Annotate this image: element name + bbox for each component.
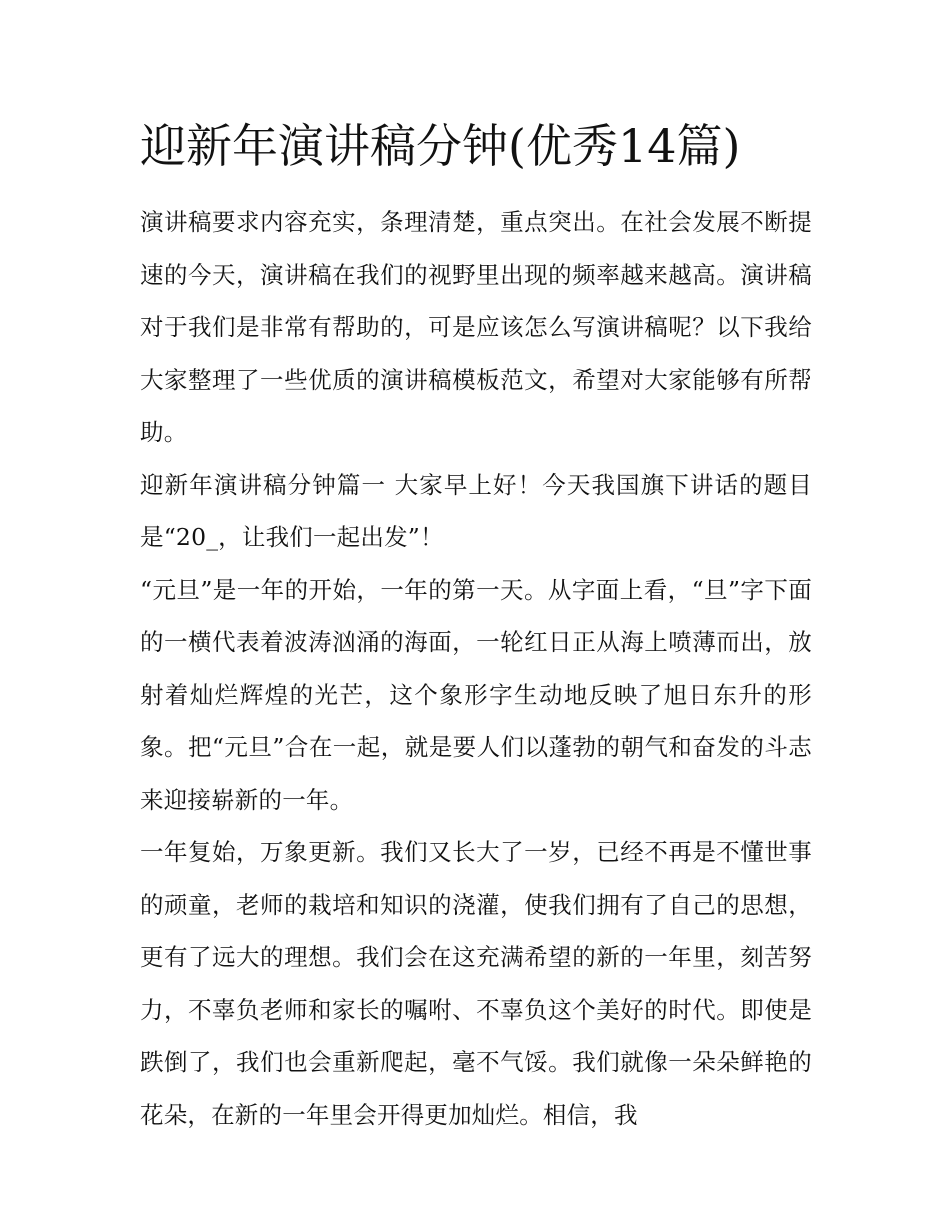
document-title: 迎新年演讲稿分钟(优秀14篇) (140, 119, 741, 173)
paragraph-yuandan-meaning: “元旦”是一年的开始，一年的第一天。从字面上看，“旦”字下面的一横代表着波涛汹涌的海面，一轮红日正从海上喷薄而出，放射着灿烂辉煌的光芒，这个象形字生动地反映了旭日东升的形象。把“元旦”合在一起，就是要人们以蓬勃的朝气和奋发的斗志来迎接崭新的一年。 (140, 575, 812, 814)
paragraph-intro: 演讲稿要求内容充实，条理清楚，重点突出。在社会发展不断提速的今天，演讲稿在我们的视野里出现的频率越来越高。演讲稿对于我们是非常有帮助的，可是应该怎么写演讲稿呢？以下我给大家整理了一些优质的演讲稿模板范文，希望对大家能够有所帮助。 (140, 208, 812, 446)
document-page (140, 110, 812, 1141)
paragraph-speech-opening: 迎新年演讲稿分钟篇一 大家早上好！今天我国旗下讲话的题目是“20_，让我们一起出发”！ (140, 470, 812, 551)
paragraph-new-year-hopes: 一年复始，万象更新。我们又长大了一岁，已经不再是不懂世事的顽童，老师的栽培和知识的浇灌，使我们拥有了自己的思想，更有了远大的理想。我们会在这充满希望的新的一年里，刻苦努力，不辜负老师和家长的嘱咐、不辜负这个美好的时代。即使是跌倒了，我们也会重新爬起，毫不气馁。我们就像一朵朵鲜艳的花朵，在新的一年里会开得更加灿烂。相信，我 (140, 838, 812, 1129)
